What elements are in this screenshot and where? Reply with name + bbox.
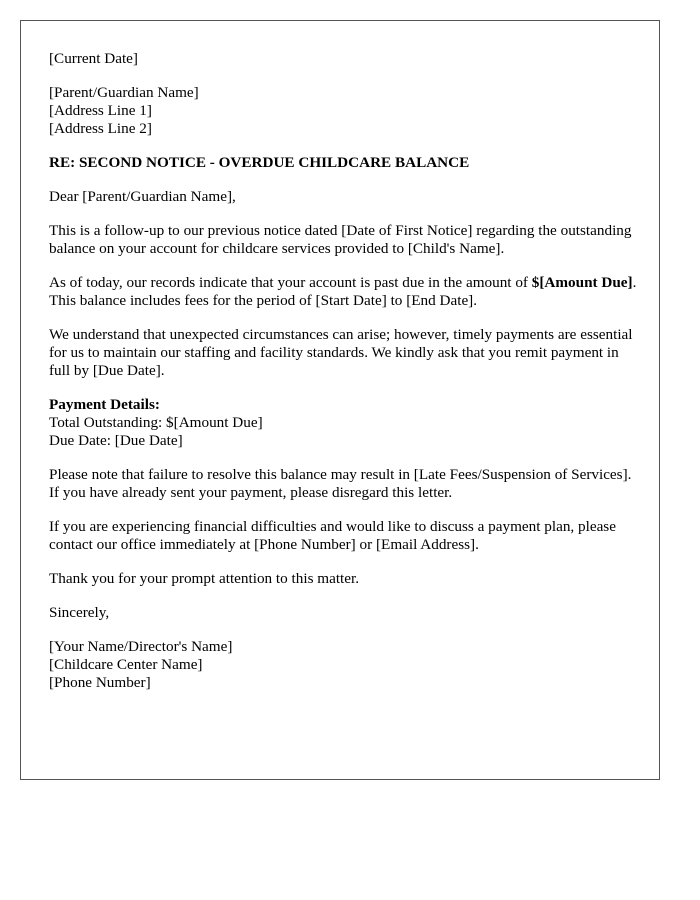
payment-details-block (49, 396, 639, 450)
letter-body (49, 50, 639, 692)
signature-block (49, 638, 639, 692)
letter-date: [Current Date] (49, 50, 138, 67)
letter-salutation: Dear [Parent/Guardian Name], (49, 188, 236, 205)
payment-details-heading: Payment Details: (49, 396, 160, 413)
balance-amount: $[Amount Due] (531, 274, 633, 291)
letter-subject: RE: SECOND NOTICE - OVERDUE CHILDCARE BALANCE (49, 154, 470, 171)
payment-total-outstanding: Total Outstanding: $[Amount Due] (49, 414, 263, 431)
paragraph-failure: Please note that failure to resolve this balance may result in [Late Fees/Suspension of Services]. If you have already sent your payment, please disregard this letter. (49, 466, 632, 501)
signature-center: [Childcare Center Name] (49, 656, 203, 673)
paragraph-understand: We understand that unexpected circumstances can arise; however, timely payments are essential for us to maintain our staffing and facility standards. We kindly ask that you remit payment in full by [Due Date]. (49, 326, 633, 379)
balance-text-after: . This balance includes fees for the period of [Start Date] to [End Date]. (49, 274, 637, 309)
paragraph-difficulties: If you are experiencing financial difficulties and would like to discuss a payment plan, please contact our office immediately at [Phone Number] or [Email Address]. (49, 518, 616, 553)
letter-closing: Sincerely, (49, 604, 110, 621)
signature-phone: [Phone Number] (49, 674, 151, 691)
balance-text-before: As of today, our records indicate that your account is past due in the amount of (49, 274, 532, 291)
payment-due-date: Due Date: [Due Date] (49, 432, 183, 449)
recipient-address-line-2: [Address Line 2] (49, 120, 152, 137)
recipient-address-line-1: [Address Line 1] (49, 102, 152, 119)
paragraph-balance (49, 274, 639, 310)
paragraph-thanks: Thank you for your prompt attention to this matter. (49, 570, 360, 587)
signature-name: [Your Name/Director's Name] (49, 638, 233, 655)
paragraph-followup: This is a follow-up to our previous notice dated [Date of First Notice] regarding the outstanding balance on your account for childcare services provided to [Child's Name]. (49, 222, 632, 257)
recipient-block (49, 84, 639, 138)
recipient-name: [Parent/Guardian Name] (49, 84, 199, 101)
letter-page (20, 20, 660, 780)
